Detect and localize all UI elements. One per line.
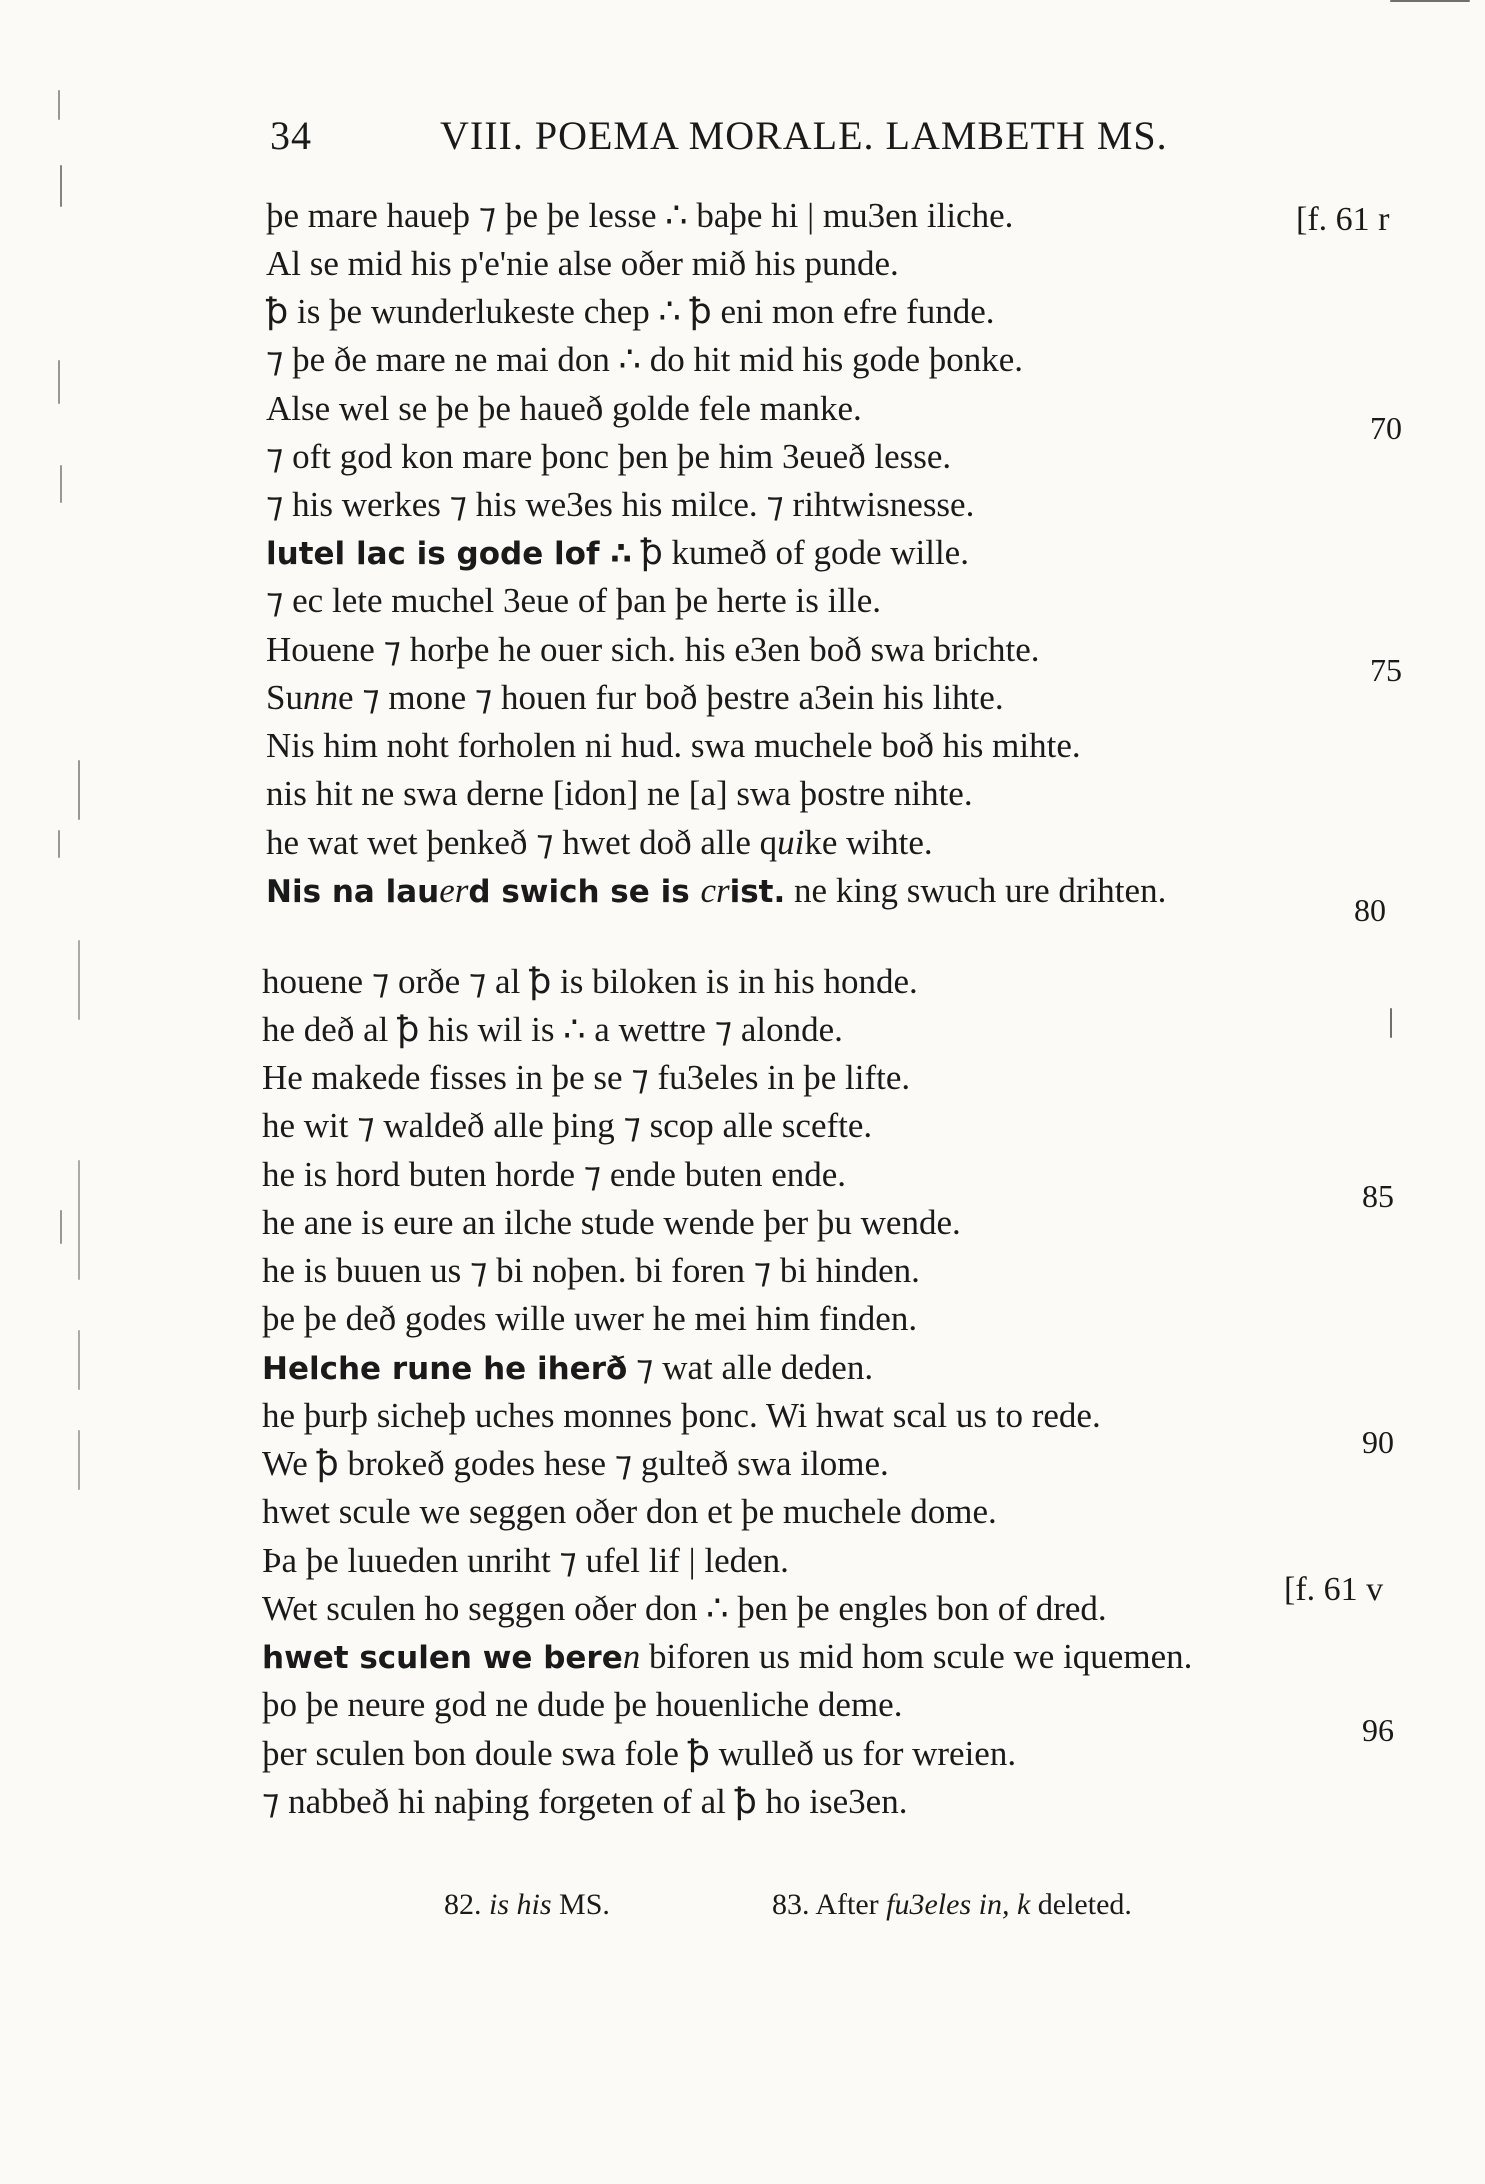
page-title: VIII. POEMA MORALE. LAMBETH MS.	[440, 113, 1168, 158]
poem-line	[266, 485, 974, 525]
text-segment: he þurþ sicheþ uches monnes þonc. Wi hwat scal us to rede.	[262, 1396, 1101, 1435]
poem-line	[262, 1734, 1016, 1774]
text-segment: he wit ⁊ waldeð alle þing ⁊ scop alle scefte.	[262, 1106, 873, 1145]
poem-line	[262, 1251, 920, 1291]
poem-line	[262, 1685, 902, 1725]
text-segment: Al se mid his p'e'nie alse oðer mið his punde.	[266, 244, 899, 283]
poem-line	[262, 962, 918, 1002]
text-segment: Nis him noht forholen ni hud. swa muchele boð his mihte.	[266, 726, 1081, 765]
text-segment: Su	[266, 678, 303, 717]
text-segment: n	[622, 1637, 641, 1676]
text-segment: ist.	[729, 874, 786, 910]
text-segment: er	[439, 871, 469, 910]
text-segment: ⁊ ec lete muchel 3eue of þan þe herte is ille.	[266, 581, 882, 620]
scan-mark	[78, 940, 80, 1020]
text-segment: MS.	[551, 1888, 610, 1921]
text-segment: d swich se is	[468, 874, 701, 910]
poem-line	[262, 1492, 997, 1532]
scan-mark	[58, 90, 60, 120]
footnote	[772, 1888, 1132, 1922]
poem-line	[266, 292, 995, 332]
poem-line	[262, 1637, 1192, 1678]
text-segment: ui	[777, 823, 805, 862]
poem-line	[262, 1155, 846, 1195]
text-segment: he is hord buten horde ⁊ ende buten ende.	[262, 1155, 847, 1194]
text-segment: Þa þe luueden unriht ⁊ ufel lif | leden.	[262, 1541, 789, 1580]
poem-line	[266, 389, 862, 429]
poem-line	[266, 340, 1023, 380]
text-segment: Wet sculen ho seggen oðer don ∴ þen þe engles bon of dred.	[262, 1589, 1107, 1628]
text-segment: he wat wet þenkeð ⁊ hwet doð alle q	[266, 823, 778, 862]
text-segment: þe mare haueþ ⁊ þe þe lesse ∴ baþe hi | mu3en iliche.	[266, 196, 1014, 235]
text-segment: ꝥ is þe wunderlukeste chep ∴ ꝥ eni mon efre funde.	[266, 292, 995, 331]
poem-line	[266, 774, 973, 814]
poem-line	[266, 630, 1040, 670]
text-segment: lutel lac is gode lof ∴	[266, 536, 632, 572]
text-segment: ꝥ kumeð of gode wille.	[631, 533, 969, 572]
text-segment: We ꝥ brokeð godes hese ⁊ gulteð swa ilome.	[262, 1444, 889, 1483]
text-segment: e ⁊ mone ⁊ houen fur boð þestre a3ein his lihte.	[337, 678, 1004, 717]
poem-line	[262, 1396, 1101, 1436]
text-segment: Houene ⁊ horþe he ouer sich. his e3en boð swa brichte.	[266, 630, 1040, 669]
poem-line	[266, 726, 1081, 766]
poem-line	[266, 533, 969, 574]
text-segment: he is buuen us ⁊ bi noþen. bi foren ⁊ bi hinden.	[262, 1251, 920, 1290]
poem-line	[266, 581, 881, 621]
line-number: 80	[1354, 892, 1386, 928]
text-segment: Alse wel se þe þe haueð golde fele manke.	[266, 389, 862, 428]
text-segment: þer sculen bon doule swa fole ꝥ wulleð us for wreien.	[262, 1734, 1017, 1773]
text-segment: 83. After	[772, 1888, 887, 1921]
poem-line	[262, 1106, 872, 1146]
scan-mark	[58, 360, 60, 404]
text-segment: þe þe deð godes wille uwer he mei him finden.	[262, 1299, 918, 1338]
scan-mark	[60, 165, 62, 207]
text-segment: fu3eles in, k	[886, 1888, 1031, 1921]
line-number: 90	[1362, 1424, 1394, 1460]
scan-mark	[60, 1210, 62, 1244]
text-segment: ⁊ oft god kon mare þonc þen þe him 3eueð lesse.	[266, 437, 952, 476]
line-number: 70	[1370, 410, 1402, 446]
poem-line	[262, 1348, 873, 1389]
scan-mark	[60, 465, 62, 503]
poem-line	[262, 1444, 889, 1484]
scan-mark	[58, 830, 60, 858]
text-segment: Nis na lau	[266, 874, 440, 910]
text-segment: houene ⁊ orðe ⁊ al ꝥ is biloken is in his honde.	[262, 962, 918, 1001]
scan-mark	[1390, 0, 1470, 2]
text-segment: cr	[700, 871, 730, 910]
folio-mark: [f. 61 v	[1284, 1571, 1384, 1608]
text-segment: ke wihte.	[804, 823, 933, 862]
line-number: 96	[1362, 1712, 1394, 1748]
scan-mark	[1390, 1008, 1392, 1038]
text-segment: ⁊ wat alle deden.	[627, 1348, 874, 1387]
text-segment: ⁊ his werkes ⁊ his we3es his milce. ⁊ rihtwisnesse.	[266, 485, 975, 524]
text-segment: is his	[489, 1888, 552, 1921]
page-number: 34	[270, 113, 312, 158]
poem-line	[266, 244, 899, 284]
poem-line	[262, 1589, 1107, 1629]
scan-mark	[78, 1430, 80, 1490]
text-segment: He makede fisses in þe se ⁊ fu3eles in þe lifte.	[262, 1058, 911, 1097]
text-segment: ⁊ nabbeð hi naþing forgeten of al ꝥ ho ise3en.	[262, 1782, 908, 1821]
line-number: 75	[1370, 652, 1402, 688]
text-segment: þo þe neure god ne dude þe houenliche deme.	[262, 1685, 903, 1724]
poem-line	[262, 1299, 917, 1339]
text-segment: hwet sculen we bere	[262, 1640, 623, 1676]
poem-line	[266, 678, 1004, 718]
text-segment: nn	[302, 678, 338, 717]
text-segment: nis hit ne swa derne [idon] ne [a] swa þostre nihte.	[266, 774, 973, 813]
poem-line	[262, 1782, 907, 1822]
poem-line	[266, 823, 933, 863]
text-segment: hwet scule we seggen oðer don et þe muchele dome.	[262, 1492, 997, 1531]
poem-line	[262, 1010, 843, 1050]
poem-line	[266, 437, 951, 477]
text-segment: deleted.	[1030, 1888, 1132, 1921]
poem-line	[266, 871, 1166, 912]
text-segment: ne king swuch ure drihten.	[785, 871, 1167, 910]
text-segment: Helche rune he iherð	[262, 1351, 628, 1387]
text-segment: 82.	[444, 1888, 489, 1921]
scan-mark	[78, 1330, 80, 1390]
line-number: 85	[1362, 1178, 1394, 1214]
poem-line	[262, 1203, 961, 1243]
text-segment: he ane is eure an ilche stude wende þer þu wende.	[262, 1203, 961, 1242]
poem-line	[266, 196, 1013, 236]
poem-line	[262, 1541, 789, 1581]
scan-mark	[78, 1160, 80, 1280]
scan-mark	[78, 760, 80, 820]
poem-line	[262, 1058, 910, 1098]
folio-mark: [f. 61 r	[1296, 201, 1390, 238]
footnote	[444, 1888, 610, 1922]
text-segment: he deð al ꝥ his wil is ∴ a wettre ⁊ alonde.	[262, 1010, 843, 1049]
text-segment: ⁊ þe ðe mare ne mai don ∴ do hit mid his gode þonke.	[266, 340, 1024, 379]
text-segment: biforen us mid hom scule we iquemen.	[640, 1637, 1193, 1676]
